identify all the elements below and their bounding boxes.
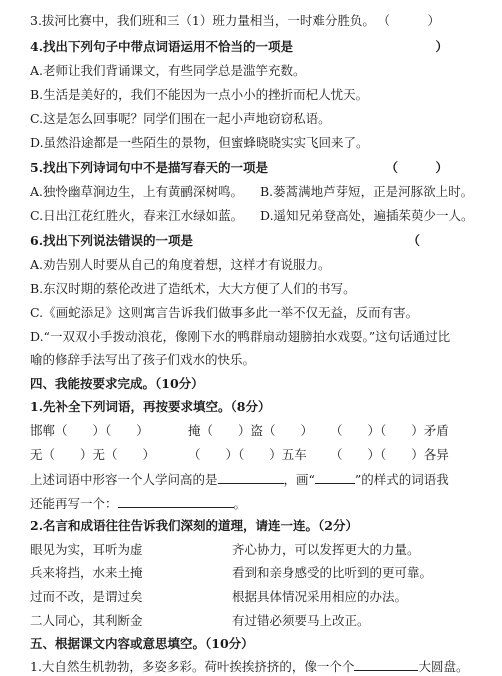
match-right-2[interactable]: 看到和亲身感受的比听到的更可靠。 <box>232 565 433 580</box>
match-row-1 <box>30 540 480 560</box>
q4-answer-paren[interactable]: ） <box>435 39 448 54</box>
q4-title: 4.找出下列句子中带点词语运用不恰当的一项是 <box>30 39 294 54</box>
q6-option-d-text-2: 喻的修辞手法写出了孩子们戏水的快乐。 <box>30 352 256 367</box>
q6-option-a <box>30 255 480 275</box>
answer-blank-pattern[interactable] <box>315 469 355 484</box>
match-left-1[interactable]: 眼见为实，耳听为虚 <box>30 542 143 557</box>
q4-option-c-text: C.这是怎么回事呢？同学们围在一起小声地窃窃私语。 <box>30 111 331 126</box>
match-row-3 <box>30 587 480 607</box>
q6-title-line <box>30 231 480 251</box>
q4-option-b-text: B.生活是美好的，我们不能因为一点小小的挫折而杞人忧天。 <box>30 87 369 102</box>
s5-fill-line-1 <box>30 656 480 676</box>
word-blank-1[interactable]: 邯郸（ ）（ ） <box>30 423 149 438</box>
q6-title: 6.找出下列说法错误的一项是 <box>30 233 194 248</box>
q5-option-b: B.蒌蒿满地芦芽短，正是河豚欲上时。 <box>260 184 474 199</box>
word-blank-5[interactable]: （ ）（ ）五车 <box>188 447 307 462</box>
q6-option-b <box>30 279 480 299</box>
s4q1-word-row-2 <box>30 445 480 465</box>
q3-line <box>30 11 480 31</box>
section4-title: 四、我能按要求完成。（10分） <box>30 376 204 391</box>
s4q1-word-row-1 <box>30 421 480 441</box>
q5-title-line <box>30 158 480 178</box>
s4q1-prompt-1b: ，画“ <box>283 472 315 487</box>
s4q1-prompt-2: 还能再写一个： <box>30 496 118 511</box>
q4-option-d-text: D.虽然沿途都是一些陌生的景物，但蜜蜂晓晓实实飞回来了。 <box>30 135 369 150</box>
s4q2-title-line <box>30 516 480 536</box>
q4-title-line <box>30 37 480 57</box>
answer-blank-extra-word[interactable] <box>118 493 234 508</box>
q4-option-d <box>30 133 480 153</box>
q3-answer-paren[interactable]: （ ） <box>377 13 440 28</box>
s4q1-title: 1.先补全下列词语，再按要求填空。（8分） <box>30 399 271 414</box>
q3-text: 3.拔河比赛中，我们班和三（1）班力量相当，一时难分胜负。 <box>30 13 375 28</box>
s4q2-title: 2.名言和成语往往告诉我们深刻的道理，请连一连。（2分） <box>30 518 358 533</box>
s4q1-prompt-1a: 上述词语中形容一个人学问高的是 <box>30 472 218 487</box>
q6-option-c <box>30 303 480 323</box>
q6-option-d-line2 <box>30 350 480 370</box>
q6-answer-paren[interactable]: （ <box>407 233 420 248</box>
s4q1-fill-line-1 <box>30 469 480 489</box>
q6-option-a-text: A.劝告别人时要从自己的角度着想，这样才有说服力。 <box>30 257 331 272</box>
match-right-1[interactable]: 齐心协力，可以发挥更大的力量。 <box>232 542 420 557</box>
q6-option-d-text-1: D.“一双双小手拨动浪花，像刚下水的鸭群扇动翅膀拍水戏耍。”这句话通过比 <box>30 329 451 344</box>
match-left-3[interactable]: 过而不改，是谓过矣 <box>30 589 143 604</box>
q5-option-d: D.遥知兄弟登高处，遍插茱萸少一人。 <box>260 208 474 223</box>
word-blank-4[interactable]: 无（ ）无（ ） <box>30 445 155 465</box>
s4q1-prompt-1c: ”的样式的词语我 <box>354 472 449 487</box>
word-blank-6[interactable]: （ ）（ ）各异 <box>330 447 449 462</box>
q5-title: 5.找出下列诗词句中不是描写春天的一项是 <box>30 160 269 175</box>
match-right-4[interactable]: 有过错必须要马上改正。 <box>232 613 370 628</box>
word-blank-3[interactable]: （ ）（ ）矛盾 <box>330 423 449 438</box>
answer-blank-lotus[interactable] <box>354 656 418 671</box>
q5-option-a: A.独怜幽草涧边生，上有黄鹂深树鸣。 <box>30 184 244 199</box>
s5-prompt-1b: 大圆盘。 <box>418 659 469 674</box>
section5-heading <box>30 634 480 654</box>
section5-title: 五、根据课文内容或意思填空。（10分） <box>30 636 254 651</box>
q5-option-c: C.日出江花红胜火，春来江水绿如蓝。 <box>30 208 244 223</box>
match-left-4[interactable]: 二人同心，其利断金 <box>30 613 143 628</box>
q4-option-a <box>30 61 480 81</box>
q4-option-c <box>30 109 480 129</box>
s4q1-fill-line-2: 还能再写一个： 。 <box>30 493 480 513</box>
match-row-4 <box>30 611 480 631</box>
answer-blank-learned[interactable] <box>218 469 284 484</box>
s4q1-title-line <box>30 397 480 417</box>
match-left-2[interactable]: 兵来将挡，水来土掩 <box>30 565 143 580</box>
match-right-3[interactable]: 根据具体情况采用相应的办法。 <box>232 589 408 604</box>
q5-answer-paren[interactable]: （ ） <box>385 160 448 175</box>
s5-prompt-1a: 1.大自然生机勃勃，多姿多彩。荷叶挨挨挤挤的，像一个个 <box>30 659 355 674</box>
match-row-2 <box>30 563 480 583</box>
section4-heading <box>30 374 480 394</box>
q5-options-cd <box>30 206 480 226</box>
word-blank-2[interactable]: 掩（ ）盗（ ） <box>188 421 313 441</box>
q5-options-ab <box>30 182 480 202</box>
q4-option-a-text: A.老师让我们背诵课文，有些同学总是滥竽充数。 <box>30 63 306 78</box>
q6-option-b-text: B.东汉时期的蔡伦改进了造纸术，大大方便了人们的书写。 <box>30 281 356 296</box>
q6-option-d-line1 <box>30 327 480 347</box>
q4-option-b <box>30 85 480 105</box>
q6-option-c-text: C.《画蛇添足》这则寓言告诉我们做事多此一举不仅无益，反而有害。 <box>30 305 419 320</box>
